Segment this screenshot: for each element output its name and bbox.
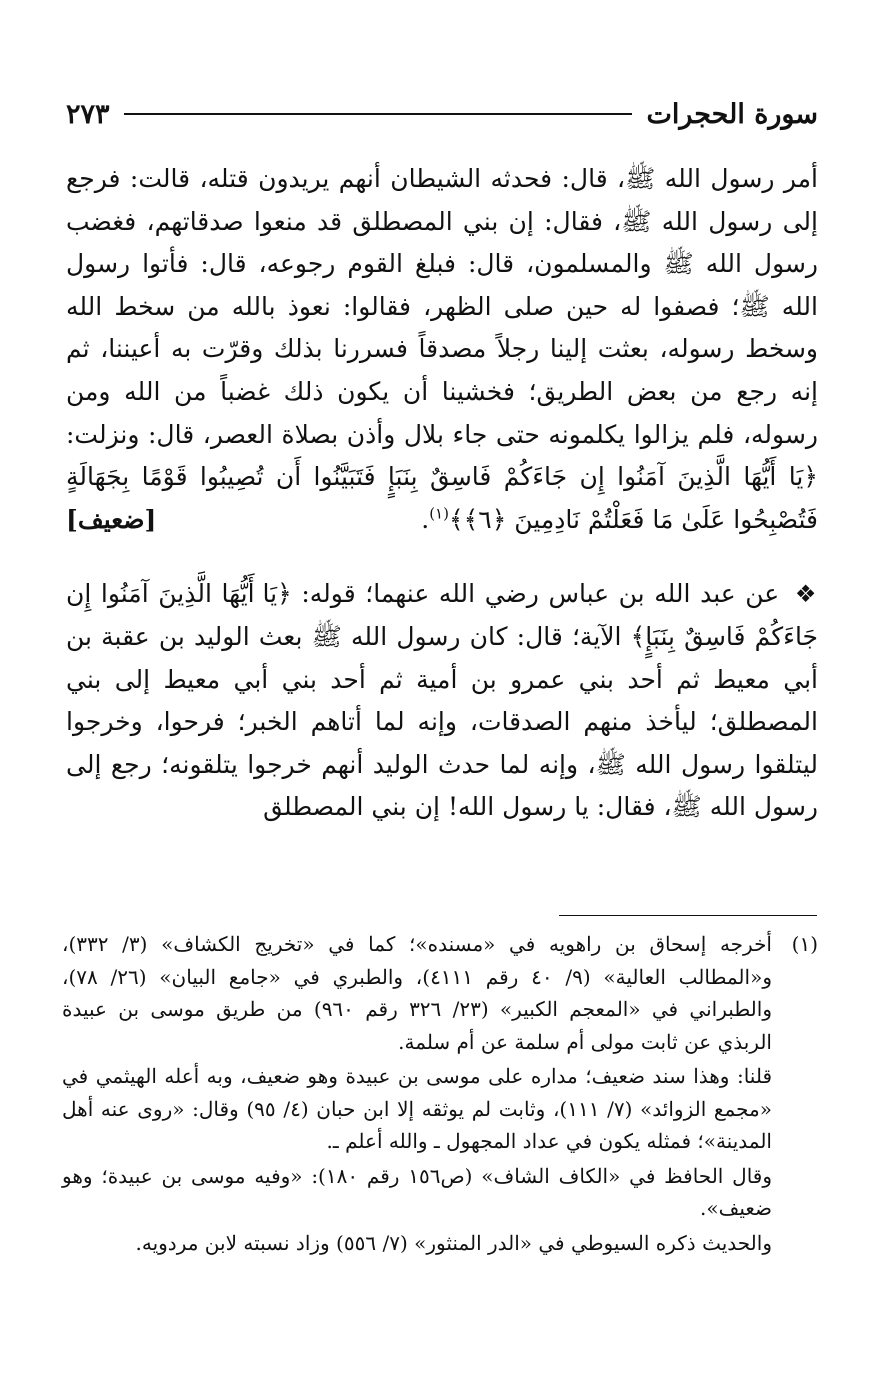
footnote-paragraph-4: والحديث ذكره السيوطي في «الدر المنثور» (٧/ ٥٥٦) وزاد نسبته لابن مردويه. [135, 1230, 772, 1255]
header-rule [124, 113, 633, 115]
footnote-paragraph-1: أخرجه إسحاق بن راهويه في «مسنده»؛ كما في «تخريج الكشاف» (٣/ ٣٣٢)، و«المطالب العالية» (٩/ ٤٠ رقم ٤١١١)، والطبري في «جامع البيان» (٢٦/ ٧٨)، والطبراني في «المعجم الكبير» (٢٣/ ٣٢٦ رقم ٩٦٠) من طريق موسى بن عبيدة الربذي عن ثابت مولى أم سلمة عن أم سلمة. [62, 932, 772, 1054]
hadith-2-text: الآية؛ قال: كان رسول الله ﷺ بعث الوليد بن عقبة بن أبي معيط ثم أحد بني عمرو بن أمية ثم أحد بني أبي معيط إلى بني المصطلق؛ ليأخذ منهم الصدقات، وإنه لما أتاهم الخبر؛ فرحوا، وخرجوا ليتلقوا رسول الله ﷺ، وإنه لما حدث الوليد أنهم خرجوا يتلقونه؛ رجع إلى رسول الله ﷺ، فقال: يا رسول الله! إن بني المصطلق [66, 621, 818, 822]
page-number: ٢٧٣ [66, 98, 110, 130]
surah-title: سورة الحجرات [646, 98, 818, 130]
hadith-2-intro: عن عبد الله بن عباس رضي الله عنهما؛ قوله: [301, 579, 780, 609]
hadith-paragraph-2 [66, 573, 818, 829]
footnote-paragraph-2: قلنا: وهذا سند ضعيف؛ مداره على موسى بن عبيدة وهو ضعيف، وبه أعله الهيثمي في «مجمع الزوائد» (٧/ ١١١)، وثابت لم يوثقه إلا ابن حبان (٤/ ٩٥) وقال: «روى عنه أهل المدينة»؛ فمثله يكون في عداد المجهول ـ والله أعلم ـ. [62, 1064, 772, 1153]
footnote-reference[interactable]: (١) [429, 504, 449, 523]
bullet-icon: ❖ [794, 580, 819, 609]
hadith-grade: [ضعيف] [66, 504, 157, 534]
footnote-separator [559, 915, 817, 916]
quran-verse-2: ﴿يَا أَيُّهَا الَّذِينَ آمَنُوا إِن جَاءَكُمْ فَاسِقٌ بِنَبَإٍ﴾ [66, 579, 819, 651]
quran-verse-1: ﴿يَا أَيُّهَا الَّذِينَ آمَنُوا إِن جَاءَكُمْ فَاسِقٌ بِنَبَإٍ فَتَبَيَّنُوا أَن تُصِيبُوا قَوْمًا بِجَهَالَةٍ فَتُصْبِحُوا عَلَىٰ مَا فَعَلْتُمْ نَادِمِينَ ﴿٦﴾﴾ [66, 462, 818, 534]
page-header [66, 92, 818, 136]
paragraph-gap [66, 541, 818, 573]
footnote-1 [62, 928, 818, 1060]
main-text [66, 158, 818, 829]
hadith-1-text: أمر رسول الله ﷺ، قال: فحدثه الشيطان أنهم يريدون قتله، قالت: فرجع إلى رسول الله ﷺ، فقال: إن بني المصطلق قد منعوا صدقاتهم، فغضب رسول الله ﷺ والمسلمون، قال: فبلغ القوم رجوعه، قال: فأتوا رسول الله ﷺ؛ فصفوا له حين صلى الظهر، فقالوا: نعوذ بالله من سخط الله وسخط رسوله، بعثت إلينا رجلاً مصدقاً فسررنا بذلك وقرّت به أعيننا، ثم إنه رجع من بعض الطريق؛ فخشينا أن يكون ذلك غضباً من الله ومن رسوله، فلم يزالوا يكلمونه حتى جاء بلال وأذن بصلاة العصر، قال: ونزلت: [66, 164, 818, 449]
footnote-paragraph-3: وقال الحافظ في «الكاف الشاف» (ص١٥٦ رقم ١٨٠): «وفيه موسى بن عبيدة؛ وهو ضعيف». [62, 1163, 773, 1220]
footnotes [62, 928, 818, 1261]
footnote-body [62, 928, 772, 1060]
hadith-paragraph-1: أمر رسول الله ﷺ، قال: فحدثه الشيطان أنهم يريدون قتله، قالت: فرجع إلى رسول الله ﷺ، فقال: إن بني المصطلق قد منعوا صدقاتهم، فغضب رسول الله ﷺ والمسلمون، قال: فبلغ القوم رجوعه، قال: فأتوا رسول الله ﷺ؛ فصفوا له حين صلى الظهر، فقالوا: نعوذ بالله من سخط الله وسخط رسوله، بعثت إلينا رجلاً مصدقاً فسررنا بذلك وقرّت به أعيننا، ثم إنه رجع من بعض الطريق؛ فخشينا أن يكون ذلك غضباً من الله ومن رسوله، فلم يزالوا يكلمونه حتى جاء بلال وأذن بصلاة العصر، قال: ونزلت: ﴿يَا أَيُّهَا الَّذِينَ آمَنُوا إِن جَاءَكُمْ فَاسِقٌ بِنَبَإٍ فَتَبَيَّنُوا أَن تُصِيبُوا قَوْمًا بِجَهَالَةٍ فَتُصْبِحُوا عَلَىٰ مَا فَعَلْتُمْ نَادِمِينَ ﴿٦﴾﴾$^{(١)}$. [ضعيف] [66, 158, 818, 541]
footnote-number: (١) [791, 932, 818, 956]
